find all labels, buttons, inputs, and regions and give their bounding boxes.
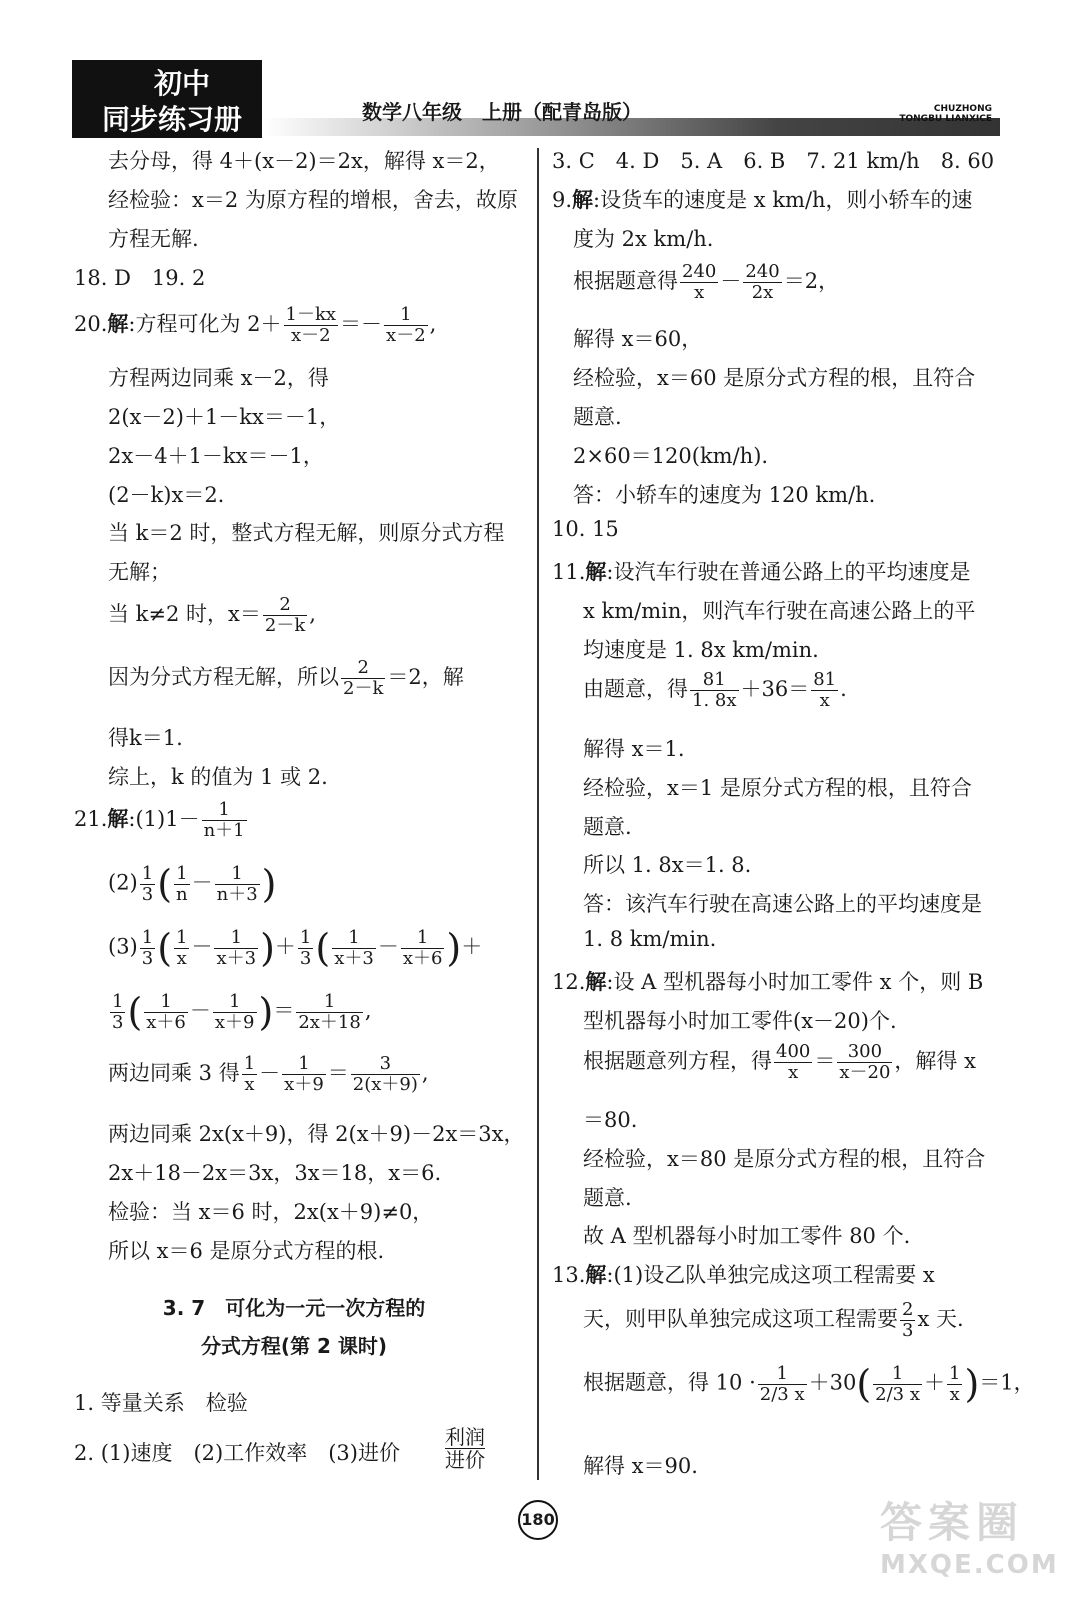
text-line: x km/min，则汽车行驶在高速公路上的平: [583, 599, 976, 623]
solution-label: 解: [585, 970, 607, 994]
equation-line: 根据题意列方程，得 $\frac{400}{x}$ ＝ $\frac{300}{x-20}$ ，解得 x: [583, 1041, 976, 1083]
text-line: 经检验，x＝1 是原分式方程的根，且符合: [583, 776, 972, 800]
text-line: 得k＝1.: [108, 726, 183, 750]
fraction: $\frac{1}{2x+18}$: [298, 990, 361, 1033]
pinyin-line-2: TONGBU LIANXICE: [899, 114, 992, 124]
question-number: 13.: [552, 1263, 586, 1287]
fraction: $\frac{81}{x}$: [813, 669, 837, 711]
fraction: $\frac{1}{x+6}$: [402, 926, 443, 969]
section-title-1: 3. 7 可化为一元一次方程的: [162, 1296, 426, 1320]
column-divider: [537, 148, 539, 1480]
page-title: 数学八年级 上册（配青岛版）: [362, 100, 642, 124]
equation-line: 由题意，得 $\frac{81}{1. 8x}$ ＋36＝ $\frac{81}{x}$ .: [583, 669, 847, 711]
part-2-line: (2) $\frac{1}{3}$ ( $\frac{1}{n}$ － $\frac{1}{n+3}$ ): [108, 862, 277, 906]
header-pinyin: [899, 104, 992, 124]
text-line: 两边同乘 2x(x＋9)，得 2(x＋9)－2x＝3x，: [108, 1122, 525, 1146]
fraction: $\frac{1}{n+1}$: [203, 799, 245, 841]
fraction: $\frac{2}{2-k}$: [343, 657, 384, 699]
text-line: 解得 x＝1.: [583, 737, 685, 761]
solution-label: 解: [585, 1263, 607, 1287]
fraction: $\frac{1}{2/3 x}$: [875, 1362, 920, 1405]
text-line: 度为 2x km/h.: [573, 227, 714, 251]
text-line: 题意.: [583, 1186, 632, 1210]
question-number: 21.: [74, 807, 108, 831]
text-line: 当 k＝2 时，整式方程无解，则原分式方程: [108, 521, 505, 545]
text-line: 解得 x＝90.: [583, 1454, 698, 1478]
equation-line: 根据题意得 $\frac{240}{x}$ － $\frac{240}{2x}$ ＝2，: [573, 261, 840, 303]
text-line: 1. 8 km/min.: [583, 927, 717, 951]
text-span: 因为分式方程无解，所以: [108, 665, 339, 689]
question-number: 20.: [74, 312, 108, 336]
text-span: ,: [309, 602, 316, 626]
logo-main-text: 同步练习册: [102, 103, 243, 136]
question-number: 9.: [552, 188, 573, 212]
fraction: $\frac{1}{x}$: [176, 926, 188, 969]
q9-line: 9.解:设货车的速度是 x km/h，则小轿车的速: [552, 188, 973, 212]
part-3-line: (3) $\frac{1}{3}$ ( $\frac{1}{x}$ － $\frac{1}{x+3}$ )＋ $\frac{1}{3}$ ( $\frac{1}{x+3}$ － $\frac{1}{x+6}$ )＋: [108, 926, 483, 970]
answer-line: 1. 等量关系 检验: [74, 1391, 248, 1415]
part-3-cont-line: $\frac{1}{3}$ ( $\frac{1}{x+6}$ － $\frac{1}{x+9}$ )＝ $\frac{1}{2x+18}$ ,: [112, 990, 372, 1034]
solution-label: 解: [107, 312, 129, 336]
text-line: 故 A 型机器每小时加工零件 80 个.: [583, 1224, 911, 1248]
answer-line: 10. 15: [552, 517, 619, 541]
fraction: $\frac{1}{n+3}$: [216, 862, 258, 905]
answer-line: 18. D 19. 2: [74, 266, 206, 290]
watermark-url: MXQE.COM: [880, 1550, 1059, 1580]
text-span: ,: [429, 312, 437, 336]
watermark-logo: 答案圈: [880, 1498, 1025, 1547]
multiply-line: 两边同乘 3 得 $\frac{1}{x}$ － $\frac{1}{x+9}$ ＝ $\frac{3}{2(x+9)}$ ,: [108, 1053, 429, 1095]
text-span: :方程可化为 2＋: [128, 312, 282, 336]
equation-line: 天，则甲队单独完成这项工程需要 $\frac{2}{3}$ x 天.: [583, 1299, 964, 1341]
text-line: 所以 x＝6 是原分式方程的根.: [108, 1239, 385, 1263]
pinyin-line-1: CHUZHONG: [933, 104, 992, 114]
q11-line: 11.解:设汽车行驶在普通公路上的平均速度是: [552, 560, 971, 584]
fraction: $\frac{1}{2/3 x}$: [759, 1362, 805, 1405]
text-span: 当 k≠2 时，x＝: [108, 602, 261, 626]
text-line: 2x＋18－2x＝3x，3x＝18，x＝6.: [108, 1161, 442, 1185]
fraction: $\frac{81}{1. 8x}$: [692, 669, 737, 711]
logo-small-text: 初中: [154, 67, 211, 100]
text-line: 去分母，得 4＋(x－2)＝2x，解得 x＝2，: [108, 149, 500, 173]
text-line: 2×60＝120(km/h).: [573, 444, 769, 468]
answer-line: 2. (1)速度 (2)工作效率 (3)进价: [74, 1441, 400, 1465]
page-header: [72, 60, 1000, 138]
text-line: 经检验，x＝60 是原分式方程的根，且符合: [573, 366, 976, 390]
fraction-line: [108, 595, 316, 636]
text-line: 解得 x＝60，: [573, 327, 703, 351]
solution-label: 解: [585, 560, 607, 584]
text-line: 型机器每小时加工零件(x－20)个.: [583, 1009, 897, 1033]
equation-line: 2(x－2)＋1－kx＝－1，: [108, 405, 341, 429]
fraction: $\frac{1}{x-2}$: [386, 304, 426, 346]
answer-line: 3. C 4. D 5. A 6. B 7. 21 km/h 8. 60: [552, 149, 995, 173]
equation-line: 根据题意，得 10 · $\frac{1}{2/3 x}$ ＋30( $\frac{1}{2/3 x}$ ＋ $\frac{1}{x}$ )＝1，: [583, 1362, 1035, 1406]
fraction: $\frac{3}{2(x+9)}$: [352, 1053, 418, 1095]
fraction-line: [108, 658, 464, 699]
q12-line: 12.解:设 A 型机器每小时加工零件 x 个，则 B: [552, 970, 984, 994]
fraction: $\frac{1}{3}$: [112, 990, 124, 1033]
watermark: [880, 1490, 1059, 1580]
text-line: 题意.: [573, 405, 622, 429]
text-span: ＝2，解: [387, 665, 464, 689]
question-number: 11.: [552, 560, 586, 584]
fraction: $\frac{1}{x+3}$: [216, 926, 257, 969]
text-line: 经检验，x＝80 是原分式方程的根，且符合: [583, 1147, 986, 1171]
equation-line: 2x－4＋1－kx＝－1，: [108, 444, 324, 468]
page-number: 180: [518, 1500, 558, 1540]
text-span: (2): [108, 870, 138, 895]
fraction: $\frac{1}{x+6}$: [146, 990, 186, 1033]
equation-line: (2－k)x＝2.: [108, 483, 225, 507]
q13-line: 13.解:(1)设乙队单独完成这项工程需要 x: [552, 1263, 935, 1287]
fraction: $\frac{1}{3}$: [299, 926, 312, 969]
fraction: $\frac{400}{x}$: [776, 1041, 811, 1083]
fraction: $\frac{240}{2x}$: [745, 261, 780, 303]
book-logo: [72, 60, 262, 138]
text-span: :(1)1－: [128, 807, 200, 831]
text-line: 均速度是 1. 8x km/min.: [583, 638, 819, 662]
text-line: 方程两边同乘 x－2，得: [108, 366, 329, 390]
fraction: $\frac{2}{2-k}$: [264, 594, 306, 636]
text-line: 所以 1. 8x＝1. 8.: [583, 853, 752, 877]
text-line: 题意.: [583, 815, 632, 839]
fraction: $\frac{1}{x+9}$: [284, 1053, 324, 1095]
fraction: $\frac{1}{3}$: [141, 862, 154, 905]
fraction: $\frac{1-kx}{x-2}$: [285, 304, 337, 346]
text-line: 无解；: [108, 560, 171, 584]
q20-line: [74, 305, 436, 346]
solution-label: 解: [572, 188, 594, 212]
q21-line: [74, 800, 249, 841]
text-line: 答：小轿车的速度为 120 km/h.: [573, 483, 876, 507]
fraction: $\frac{240}{x}$: [682, 261, 717, 303]
fraction: $\frac{1}{x+9}$: [214, 990, 255, 1033]
text-span: ＝－: [340, 312, 383, 336]
fraction: $\frac{1}{n}$: [176, 862, 188, 905]
fraction: $\frac{1}{x}$: [949, 1362, 961, 1405]
fraction: $\frac{2}{3}$: [902, 1299, 914, 1341]
fraction: $\frac{1}{x+3}$: [334, 926, 374, 969]
stacked-answer: 利润 进价: [445, 1425, 485, 1472]
text-line: 答：该汽车行驶在高速公路上的平均速度是: [583, 892, 982, 916]
text-line: 检验：当 x＝6 时，2x(x＋9)≠0，: [108, 1200, 434, 1224]
fraction: $\frac{1}{3}$: [141, 926, 154, 969]
text-line: 综上，k 的值为 1 或 2.: [108, 765, 328, 789]
solution-label: 解: [107, 807, 129, 831]
text-line: ＝80.: [583, 1108, 638, 1132]
section-title-2: 分式方程(第 2 课时): [200, 1334, 388, 1358]
question-number: 12.: [552, 970, 586, 994]
fraction: $\frac{1}{x}$: [243, 1053, 256, 1095]
text-line: 方程无解.: [108, 227, 199, 251]
fraction: $\frac{300}{x-20}$: [839, 1041, 891, 1083]
text-line: 经检验：x＝2 为原方程的增根，舍去，故原: [108, 188, 518, 212]
